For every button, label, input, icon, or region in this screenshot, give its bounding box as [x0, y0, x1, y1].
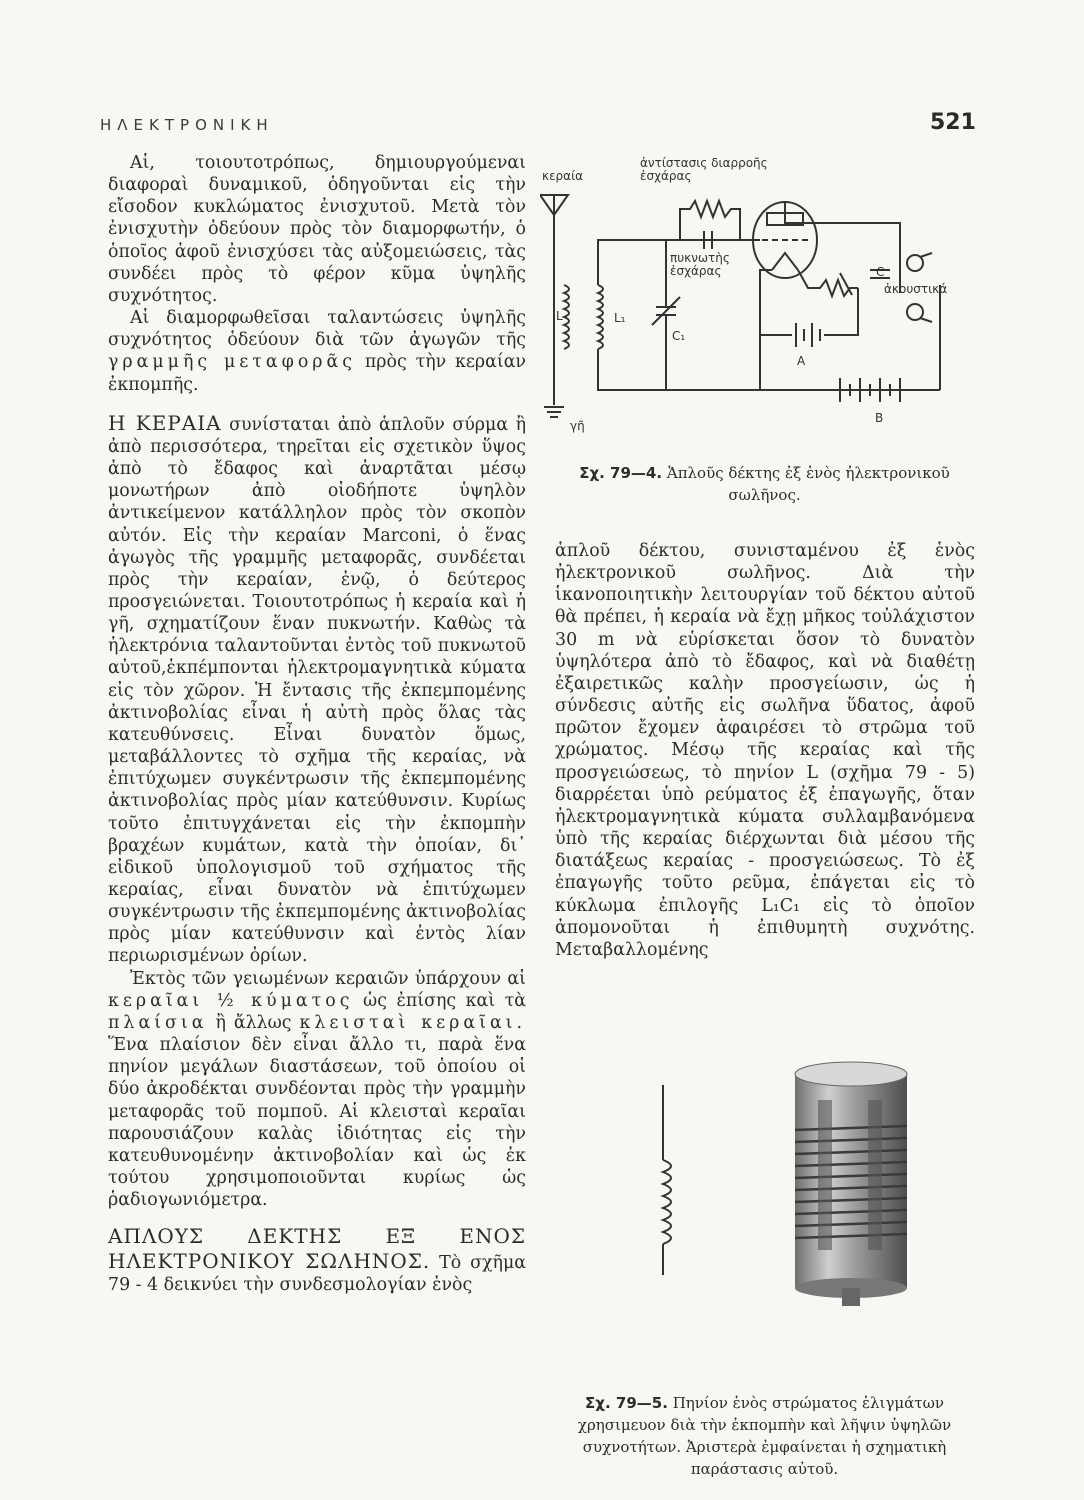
label-coil-l: L — [556, 309, 563, 323]
paragraph: Αἱ, τοιουτοτρόπως, δημιουργούμεναι διαφοραὶ δυναμικοῦ, ὁδηγοῦνται εἰς τὴν εἴσοδον κυκλώματος ἐνισχυτοῦ. Μετὰ τὸν ἐνισχυτὴν ὁδεύουν πρὸς τὸν διαμορφωτήν, ὁ ὁποῖος ἀφοῦ ἐνισχύσει τὰς αὐξομειώσεις, τὰς συνδέει πρὸς τὸ φέρον κῦμα ὑψηλῆς συχνότητος. — [108, 153, 526, 306]
label-battery-a: A — [797, 354, 806, 368]
emphasis-text: κλεισταὶ κεραῖαι. — [299, 1012, 527, 1033]
coil-l1 — [598, 285, 603, 349]
text: πρὸς τὴν κεραίαν ἐκπομπῆς. — [108, 352, 527, 395]
label-battery-b: B — [875, 411, 884, 425]
page-number: 521 — [930, 110, 976, 135]
text: Ἐκτὸς τῶν γειωμένων κεραιῶν ὑπάρχουν αἱ — [130, 968, 526, 989]
label-coil-l1: L₁ — [614, 311, 626, 325]
coil-photo — [790, 1060, 915, 1310]
text: Ἕνα πλαίσιον δὲν εἶναι ἄλλο τι, παρὰ ἕνα πηνίον μεγάλων διαστάσεων, τοῦ ὁποίου οἱ δύο ἀκροδέκται συνδέονται πρὸς τὴν γραμμὴν μεταφορᾶς τοῦ πομποῦ. Αἱ κλεισταὶ κεραῖαι παρουσιάζουν καλὰς ἰδιότητας εἰς τὴν κατευθυνομένην ἀκτινοβολίαν καὶ ὡς ἐκ τούτου χρησιμοποιοῦνται κυρίως ὡς ῥαδιογωνιόμετρα. — [108, 1035, 526, 1211]
emphasis-text: πλαίσια — [108, 1012, 208, 1033]
caption-label: Σχ. 79—4. — [579, 464, 663, 482]
text: Αἱ διαμορφωθεῖσαι ταλαντώσεις ὑψηλῆς συχνότητος ὁδεύουν διὰ τῶν ἀγωγῶν τῆς — [108, 308, 526, 351]
coil-schematic — [645, 1085, 685, 1275]
left-column — [108, 152, 526, 1296]
label-cap-c: C — [876, 265, 885, 279]
paragraph — [108, 412, 526, 968]
label-grid-resistor: ἀντίστασις διαρροῆς ἐσχάρας — [640, 156, 768, 183]
emphasis-text: κεραῖαι ½ κύματος — [108, 990, 354, 1011]
grid-resistor — [680, 201, 740, 240]
caption-text: Πηνίον ἑνὸς στρώματος ἑλιγμάτων χρησιμευον διὰ τὴν ἐκπομπὴν καὶ λῆψιν ὑψηλῶν συχνοτήτων. Ἀριστερὰ ἐμφαίνεται ἡ σχηματικὴ παράστασις αὐτοῦ. — [577, 1394, 952, 1478]
label-grid-capacitor: πυκνωτὴς ἐσχάρας — [670, 251, 730, 278]
label-ground: γῆ — [570, 419, 585, 433]
emphasis-text: γραμμῆς μεταφορᾶς — [108, 352, 356, 373]
section-heading: ΑΠΛΟΥΣ ΔΕΚΤΗΣ ΕΞ ΕΝΟΣ ΗΛΕΚΤΡΟΝΙΚΟΥ ΣΩΛΗΝΟΣ. — [108, 1224, 526, 1273]
section-head: Η ΚΕΡΑΙΑ — [108, 410, 222, 435]
text: συνίσταται ἀπὸ ἁπλοῦν σύρμα ἢ ἀπὸ περισσότερα, τηρεῖται εἰς σχετικὸν ὕψος ἀπὸ τὸ ἔδαφος καὶ ἀναρτᾶται μέσῳ μονωτήρων ἀπὸ οἱοδήποτε ὑψηλὸν ἀντικείμενον κατάλληλον πρὸς τὸν σκοπὸν αὐτόν. Εἰς τὴν κεραίαν Marconi, ὁ ἕνας ἀγωγὸς τῆς γραμμῆς μεταφορᾶς, συνδέεται πρὸς τὴν κεραίαν, ἐνῷ, ὁ δεύτερος προσγειώνεται. Τοιουτοτρόπως ἡ κεραία καὶ ἡ γῆ, σχηματίζουν ἕναν πυκνωτήν. Καθὼς τὰ ἠλεκτρόνια ταλαντοῦνται ἐντὸς τοῦ πυκνωτοῦ αὐτοῦ,ἐκπέμπονται ἠλεκτρομαγνητικὰ κύματα εἰς τὸν χῶρον. Ἡ ἔντασις τῆς ἐκπεμπομένης ἀκτινοβολίας εἶναι ἡ αὐτὴ πρὸς ὅλας τὰς κατευθύνσεις. Εἶναι δυνατὸν ὅμως, μεταβάλλοντες τὸ σχῆμα τῆς κεραίας, νὰ ἐπιτύχωμεν συγκέντρωσιν τῆς ἐκπεμπομένης ἀκτινοβολίας πρὸς μίαν κατεύθυνσιν. Κυρίως τοῦτο ἐπιτυγχάνεται εἰς τὴν ἐκπομπὴν βραχέων κυμάτων, κατὰ τὴν ὁποίαν, δι᾽ εἰδικοῦ ὑπολογισμοῦ τοῦ σχήματος τῆς κεραίας, εἶναι δυνατὸν νὰ ἐπιτύχωμεν συγκέντρωσιν τῆς ἐκπεμπομένης ἀκτινοβολίας πρὸς μίαν κατεύθυνσιν καὶ ἐντὸς λίαν περιωρισμένων ὁρίων. — [108, 414, 526, 967]
running-title: ΗΛΕΚΤΡΟΝΙΚΗ — [100, 116, 274, 134]
right-column — [555, 540, 975, 961]
label-headphones: ἀκουστικά — [884, 282, 948, 296]
coil-l — [564, 285, 569, 349]
paragraph — [108, 968, 526, 1212]
paragraph — [108, 307, 526, 396]
figure-caption — [552, 1392, 977, 1480]
paragraph — [108, 1225, 526, 1295]
caption-label: Σχ. 79—5. — [585, 1394, 668, 1412]
caption-text: Ἁπλοῦς δέκτης ἐξ ἑνὸς ἠλεκτρονικοῦ σωλῆνος. — [666, 464, 950, 504]
text: ἢ ἄλλως — [215, 1012, 292, 1033]
label-antenna: κεραία — [542, 169, 584, 183]
figure-caption — [552, 462, 977, 506]
text: Τὸ σχῆμα 79 - 4 δεικνύει τὴν συνδεσμολογίαν ἑνὸς — [108, 1252, 526, 1295]
label-cap-c1: C₁ — [672, 329, 686, 343]
text: ὡς ἐπίσης καὶ τὰ — [363, 990, 526, 1011]
paragraph: ἁπλοῦ δέκτου, συνισταμένου ἐξ ἑνὸς ἠλεκτρονικοῦ σωλῆνος. Διὰ τὴν ἱκανοποιητικὴν λειτουργίαν τοῦ δέκτου αὐτοῦ θὰ πρέπει, ἡ κεραία νὰ ἔχῃ μῆκος τοὐλάχιστον 30 m νὰ εὑρίσκεται ὅσον τὸ δυνατὸν ὑψηλότερα ἀπὸ τὸ ἔδαφος, καὶ νὰ διαθέτῃ ἐξαιρετικῶς καλὴν προσγείωσιν, ὡς ἡ σύνδεσις αὐτῆς εἰς σωλῆνα ὕδατος, ἀφοῦ πρῶτον ἔχομεν ἀφαιρέσει τὸ στρῶμα τοῦ χρώματος. Μέσῳ τῆς κεραίας καὶ τῆς προσγειώσεως, τὸ πηνίον L (σχῆμα 79 - 5) διαρρέεται ὑπὸ ρεύματος ἐξ ἐπαγωγῆς, ὅταν ἠλεκτρομαγνητικὰ κύματα συλλαμβανόμενα ὑπὸ τῆς κεραίας διέρχωνται διὰ μέσου τῆς διατάξεως κεραίας - προσγειώσεως. Τὸ ἐξ ἐπαγωγῆς τοῦτο ρεῦμα, ἐπάγεται εἰς τὸ κύκλωμα ἐπιλογῆς L₁C₁ εἰς τὸ ὁποῖον ἀπομονοῦται ἡ ἐπιθυμητὴ συχνότης. Μεταβαλλομένης — [555, 541, 975, 960]
